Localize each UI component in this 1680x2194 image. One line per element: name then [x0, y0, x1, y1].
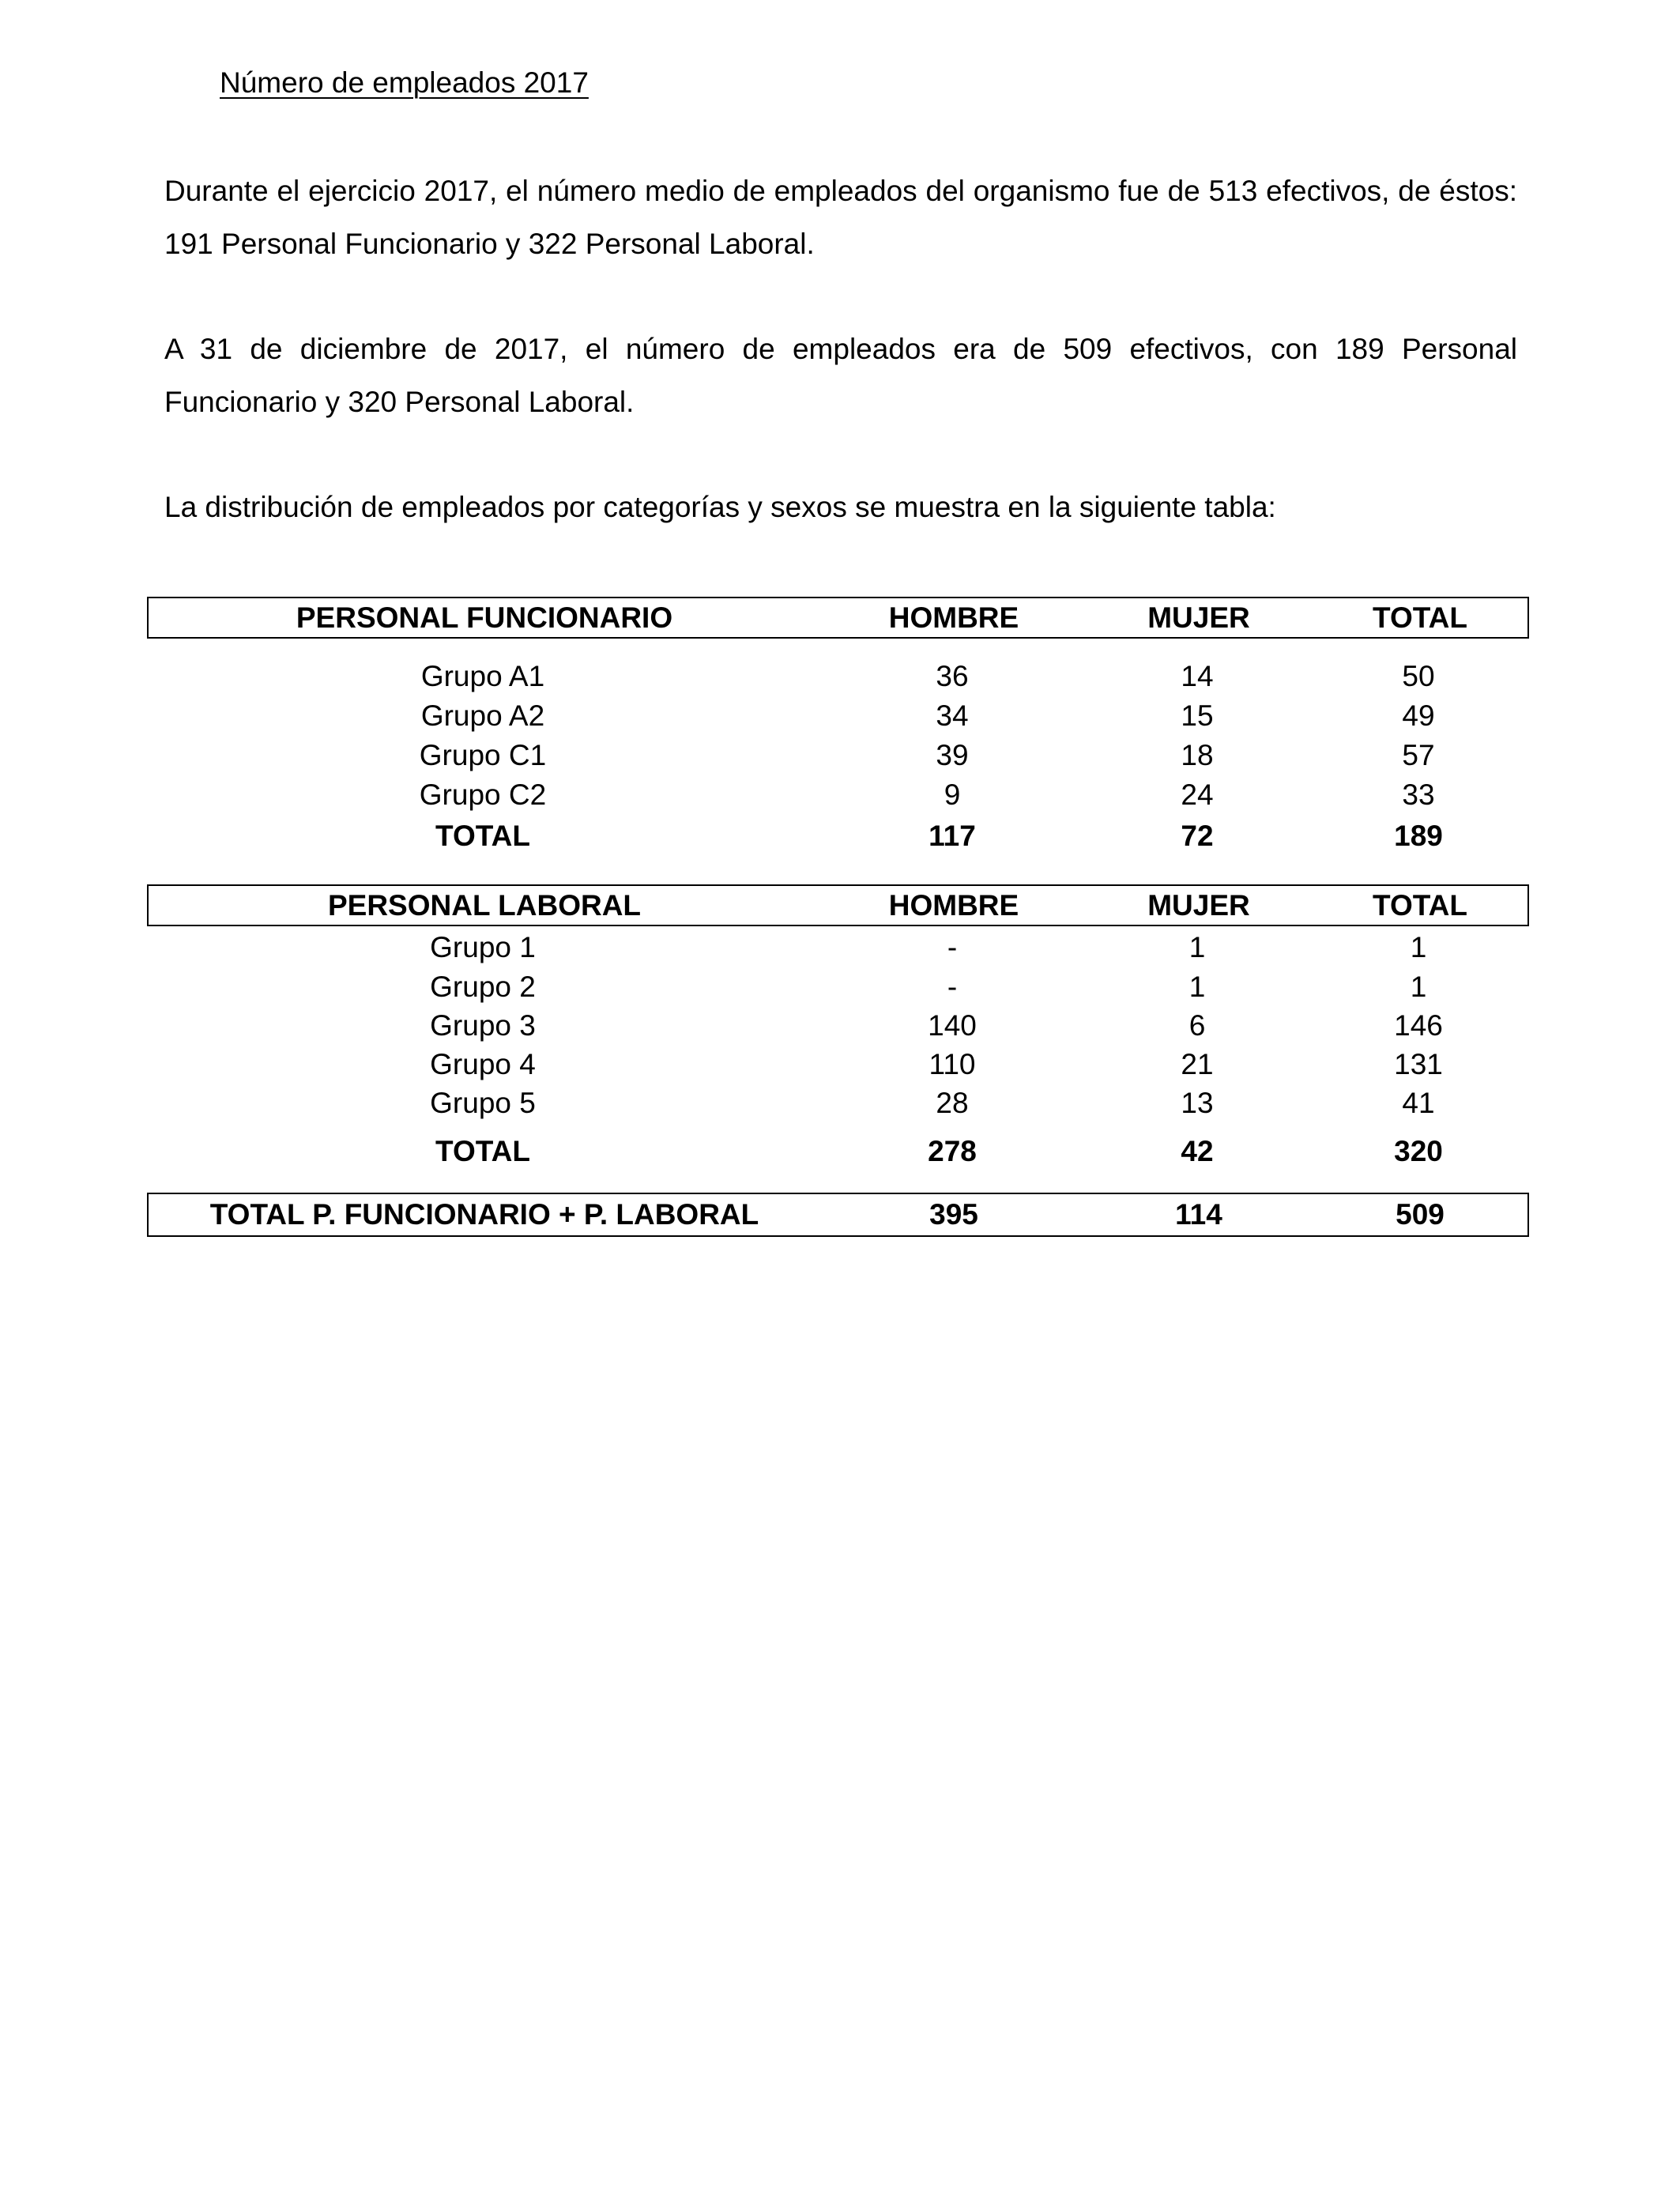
- hombre-cell: 278: [928, 1135, 977, 1167]
- category-cell: Grupo C2: [419, 778, 547, 811]
- table-row: [147, 699, 1529, 739]
- column-header-total: TOTAL: [1373, 601, 1467, 634]
- funcionario-header-row: [147, 597, 1529, 639]
- column-header-hombre: HOMBRE: [888, 601, 1019, 634]
- page-title: Número de empleados 2017: [220, 66, 589, 99]
- table-row: [147, 660, 1529, 699]
- mujer-cell: 1: [1188, 971, 1206, 1003]
- grand-total-row: [147, 1193, 1529, 1237]
- total-cell: 189: [1394, 820, 1443, 852]
- table-row: [147, 931, 1529, 971]
- table-row: [147, 739, 1529, 778]
- mujer-cell: 15: [1181, 699, 1214, 732]
- category-cell: TOTAL: [435, 1135, 530, 1167]
- mujer-cell: 21: [1181, 1048, 1214, 1080]
- category-cell: Grupo 2: [430, 971, 536, 1003]
- total-cell: 320: [1394, 1135, 1443, 1167]
- total-cell: 1: [1410, 971, 1427, 1003]
- grand-total-total: 509: [1396, 1198, 1445, 1231]
- table-row: [147, 1048, 1529, 1088]
- hombre-cell: 39: [936, 739, 969, 771]
- hombre-cell: -: [947, 931, 958, 963]
- mujer-cell: 42: [1181, 1135, 1214, 1167]
- funcionario-total-row: [147, 820, 1529, 859]
- category-cell: Grupo 4: [430, 1048, 536, 1080]
- mujer-cell: 14: [1181, 660, 1214, 692]
- paragraph-year-end-employees: A 31 de diciembre de 2017, el número de empleados era de 509 efectivos, con 189 Personal Funcionario y 320 Personal Laboral.: [164, 333, 1517, 418]
- grand-total-hombre: 395: [929, 1198, 978, 1231]
- total-cell: 49: [1402, 699, 1435, 732]
- mujer-cell: 6: [1188, 1009, 1206, 1042]
- total-cell: 57: [1402, 739, 1435, 771]
- hombre-cell: 34: [936, 699, 969, 732]
- laboral-total-row: [147, 1135, 1529, 1174]
- table-row: [147, 971, 1529, 1010]
- hombre-cell: 140: [928, 1009, 977, 1042]
- grand-total-label: TOTAL P. FUNCIONARIO + P. LABORAL: [209, 1198, 759, 1231]
- hombre-cell: 28: [936, 1087, 969, 1119]
- hombre-cell: 9: [944, 778, 961, 811]
- hombre-cell: 110: [929, 1048, 976, 1080]
- total-cell: 146: [1394, 1009, 1443, 1042]
- mujer-cell: 1: [1188, 931, 1206, 963]
- column-header-mujer: MUJER: [1147, 601, 1250, 634]
- category-cell: Grupo A1: [420, 660, 545, 692]
- mujer-cell: 72: [1181, 820, 1214, 852]
- table-row: [147, 1087, 1529, 1126]
- paragraph-average-employees: Durante el ejercicio 2017, el número medio de empleados del organismo fue de 513 efectivos, de éstos: 191 Personal Funcionario y 322 Personal Laboral.: [164, 175, 1517, 260]
- mujer-cell: 13: [1181, 1087, 1214, 1119]
- mujer-cell: 18: [1181, 739, 1214, 771]
- total-cell: 131: [1394, 1048, 1443, 1080]
- paragraph-table-intro: La distribución de empleados por categorías y sexos se muestra en la siguiente tabla:: [164, 491, 1276, 523]
- category-cell: TOTAL: [435, 820, 530, 852]
- mujer-cell: 24: [1181, 778, 1214, 811]
- grand-total-mujer: 114: [1175, 1198, 1222, 1231]
- column-header-hombre: HOMBRE: [888, 888, 1019, 922]
- category-cell: Grupo 1: [430, 931, 536, 963]
- total-cell: 41: [1402, 1087, 1435, 1119]
- hombre-cell: 117: [929, 820, 976, 852]
- column-header-total: TOTAL: [1373, 888, 1467, 922]
- column-header-mujer: MUJER: [1147, 888, 1250, 922]
- total-cell: 33: [1402, 778, 1435, 811]
- category-cell: Grupo C1: [419, 739, 547, 771]
- hombre-cell: 36: [936, 660, 969, 692]
- category-cell: Grupo 3: [430, 1009, 536, 1042]
- table-row: [147, 1009, 1529, 1049]
- total-cell: 50: [1402, 660, 1435, 692]
- table-row: [147, 778, 1529, 818]
- category-cell: Grupo 5: [430, 1087, 536, 1119]
- category-cell: Grupo A2: [420, 699, 545, 732]
- laboral-header-label: PERSONAL LABORAL: [327, 888, 642, 922]
- total-cell: 1: [1410, 931, 1427, 963]
- laboral-header-row: [147, 884, 1529, 926]
- hombre-cell: -: [947, 971, 958, 1003]
- funcionario-header-label: PERSONAL FUNCIONARIO: [296, 601, 673, 634]
